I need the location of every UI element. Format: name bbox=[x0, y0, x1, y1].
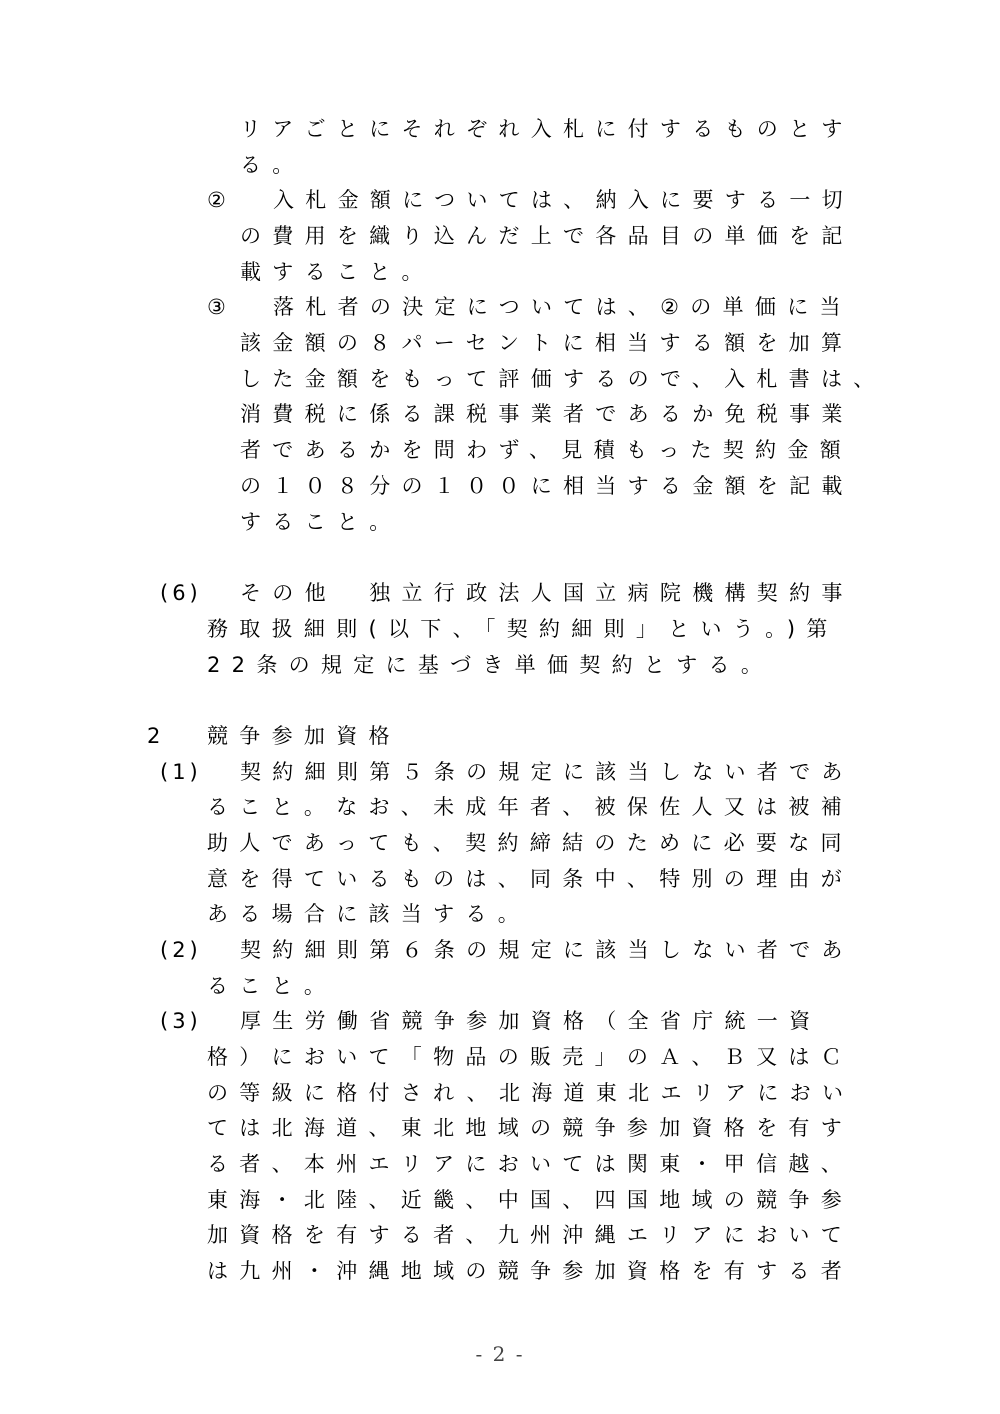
item-5-continuation-line-1: リアごとにそれぞれ入札に付するものとす bbox=[240, 117, 854, 141]
item-5-sub3-line-6: の１０８分の１００に相当する金額を記載 bbox=[240, 474, 854, 498]
section-2-item-3-marker: (3) bbox=[160, 1009, 202, 1033]
section-2-item-1-line-5: ある場合に該当する。 bbox=[207, 902, 530, 926]
item-5-sub3-line-2: 該金額の８パーセントに相当する額を加算 bbox=[240, 331, 854, 355]
section-2-item-3-line-8: は九州・沖縄地域の競争参加資格を有する者 bbox=[207, 1259, 853, 1283]
section-2-item-2-line-2: ること。 bbox=[207, 974, 337, 998]
section-2-item-1-line-3: 助人であっても、契約締結のために必要な同 bbox=[207, 831, 853, 855]
section-2-number: 2 bbox=[147, 724, 165, 748]
item-5-sub3-line-1: 落札者の決定については、②の単価に当 bbox=[273, 295, 852, 319]
item-5-sub3-line-7: すること。 bbox=[240, 510, 402, 534]
section-2-item-2-marker: (2) bbox=[160, 938, 202, 962]
item-5-sub2-line-1: 入札金額については、納入に要する一切 bbox=[273, 188, 854, 212]
section-2-item-3-line-3: の等級に格付され、北海道東北エリアにおい bbox=[207, 1081, 855, 1105]
section-2-item-3-line-5: る者、本州エリアにおいては関東・甲信越、 bbox=[207, 1152, 853, 1176]
item-6-marker: (6) bbox=[160, 581, 202, 605]
item-5-sub3-marker: ③ bbox=[207, 295, 230, 319]
item-5-sub2-line-3: 載すること。 bbox=[240, 260, 434, 284]
section-2-item-2-line-1: 契約細則第６条の規定に該当しない者であ bbox=[240, 938, 854, 962]
item-5-sub3-line-5: 者であるかを問わず、見積もった契約金額 bbox=[240, 438, 853, 462]
section-2-item-3-line-4: ては北海道、東北地域の競争参加資格を有す bbox=[207, 1116, 853, 1140]
item-5-continuation-line-2: る。 bbox=[240, 153, 305, 177]
section-2-title: 競争参加資格 bbox=[207, 724, 401, 748]
section-2-item-3-line-1: 厚生労働省競争参加資格（全省庁統一資 bbox=[240, 1009, 822, 1033]
item-5-sub3-line-4: 消費税に係る課税事業者であるか免税事業 bbox=[240, 402, 854, 426]
section-2-item-1-line-2: ること。なお、未成年者、被保佐人又は被補 bbox=[207, 795, 853, 819]
item-5-sub2-line-2: の費用を織り込んだ上で各品目の単価を記 bbox=[240, 224, 854, 248]
section-2-item-3-line-2: 格）において「物品の販売」のＡ、Ｂ又はＣ bbox=[207, 1045, 853, 1069]
item-5-sub3-line-3: した金額をもって評価するので、入札書は、 bbox=[240, 367, 886, 391]
item-5-sub2-marker: ② bbox=[207, 188, 230, 212]
item-6-line-3: 22条の規定に基づき単価契約とする。 bbox=[207, 653, 774, 677]
section-2-item-3-line-6: 東海・北陸、近畿、中国、四国地域の競争参 bbox=[207, 1188, 853, 1212]
section-2-item-1-line-4: 意を得ているものは、同条中、特別の理由が bbox=[207, 867, 853, 891]
section-2-item-3-line-7: 加資格を有する者、九州沖縄エリアにおいて bbox=[207, 1223, 853, 1247]
section-2-item-1-marker: (1) bbox=[160, 760, 202, 784]
item-6-line-2: 務取扱細則(以下、「契約細則」という。)第 bbox=[207, 617, 839, 641]
item-6-line-1: その他 独立行政法人国立病院機構契約事 bbox=[240, 581, 854, 605]
section-2-item-1-line-1: 契約細則第５条の規定に該当しない者であ bbox=[240, 760, 854, 784]
page-number: - 2 - bbox=[475, 1342, 525, 1366]
